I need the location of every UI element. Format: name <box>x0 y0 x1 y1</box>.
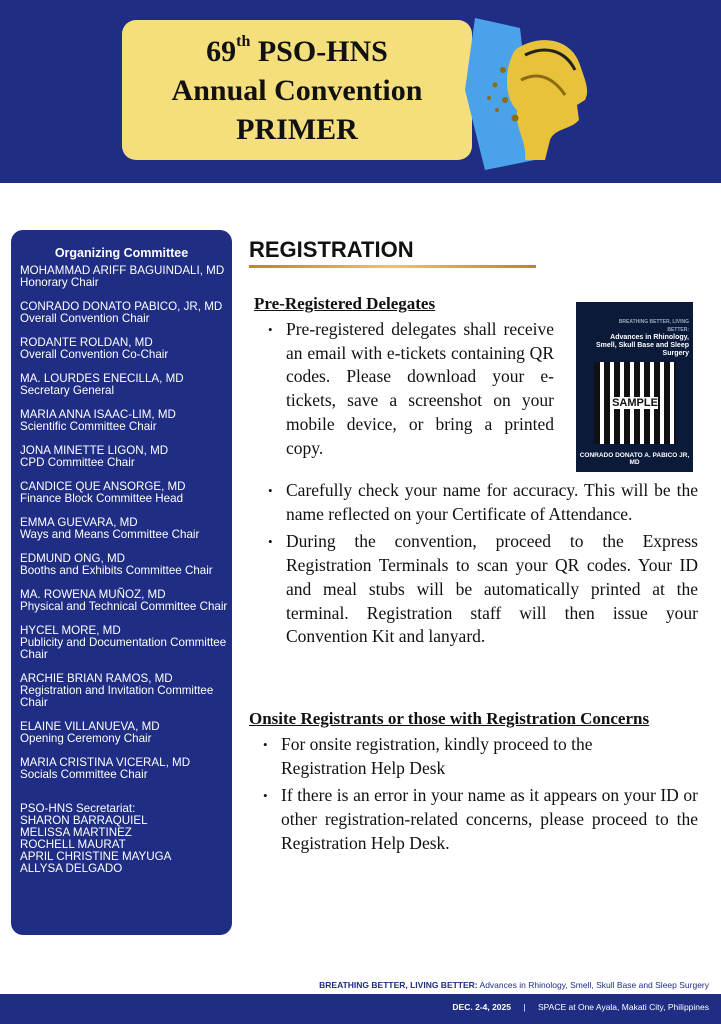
member-name: EDMUND ONG, MD <box>20 552 125 565</box>
separator: | <box>523 1002 526 1012</box>
list-item: • Pre-registered delegates shall receive an email with e-tickets containing QR codes. Please download your e-tickets, save a screenshot on your mobile device, or bring a printed copy. <box>268 318 554 460</box>
member-name: MA. ROWENA MUÑOZ, MD <box>20 588 166 601</box>
committee-member <box>20 673 232 709</box>
onsite-heading: Onsite Registrants or those with Registration Concerns <box>249 709 650 728</box>
member-name: ELAINE VILLANUEVA, MD <box>20 720 160 733</box>
member-role: Registration and Invitation Committee Chair <box>20 684 214 709</box>
committee-member <box>20 589 232 613</box>
committee-member <box>20 721 232 745</box>
tagline-bold: BREATHING BETTER, LIVING BETTER: <box>319 980 478 990</box>
committee-member <box>20 625 232 661</box>
title-box <box>122 20 472 160</box>
member-name: CONRADO DONATO PABICO, JR, MD <box>20 300 223 313</box>
qr-code-icon <box>594 362 676 444</box>
member-role: Overall Convention Chair <box>20 312 150 325</box>
member-role: Publicity and Documentation Committee Chair <box>20 636 227 661</box>
pre-list-2 <box>268 479 698 653</box>
member-name: CANDICE QUE ANSORGE, MD <box>20 480 186 493</box>
secretariat-member: APRIL CHRISTINE MAYUGA <box>20 850 172 863</box>
member-role: Overall Convention Co-Chair <box>20 348 169 361</box>
pre-list-1 <box>268 318 554 464</box>
member-name: EMMA GUEVARA, MD <box>20 516 138 529</box>
sample-stamp: SAMPLE <box>612 397 658 409</box>
member-name: ARCHIE BRIAN RAMOS, MD <box>20 672 173 685</box>
committee-member <box>20 481 232 505</box>
organizing-committee-sidebar <box>11 230 232 935</box>
member-name: HYCEL MORE, MD <box>20 624 121 637</box>
sample-e-ticket <box>576 302 693 472</box>
member-role: Secretary General <box>20 384 115 397</box>
header-banner <box>0 0 721 183</box>
title-line3: PRIMER <box>236 113 358 146</box>
footer-bar <box>0 994 721 1024</box>
committee-member <box>20 373 232 397</box>
member-name: MOHAMMAD ARIFF BAGUINDALI, MD <box>20 264 225 277</box>
committee-member <box>20 445 232 469</box>
page-heading: REGISTRATION <box>249 237 414 262</box>
member-role: Opening Ceremony Chair <box>20 732 152 745</box>
tagline-rest: Advances in Rhinology, Smell, Skull Base and Sleep Surgery <box>477 980 709 990</box>
pre-registered-heading: Pre-Registered Delegates <box>254 294 436 313</box>
list-item: • During the convention, proceed to the Express Registration Terminals to scan your QR codes. Your ID and meal stubs will be automatically printed at the terminal. Registration staff will then issue your Convention Kit and lanyard. <box>268 530 698 649</box>
committee-member <box>20 409 232 433</box>
member-name: RODANTE ROLDAN, MD <box>20 336 153 349</box>
member-role: Scientific Committee Chair <box>20 420 157 433</box>
convention-logo-icon <box>455 10 605 170</box>
member-role: Finance Block Committee Head <box>20 492 184 505</box>
footer-tagline <box>319 980 709 990</box>
committee-member <box>20 757 232 781</box>
secretariat-member: MELISSA MARTINEZ <box>20 826 132 839</box>
sidebar-title: Organizing Committee <box>54 246 189 260</box>
member-role: Honorary Chair <box>20 276 99 289</box>
member-name: MA. LOURDES ENECILLA, MD <box>20 372 184 385</box>
ticket-name: CONRADO DONATO A. PABICO JR, MD <box>579 452 690 466</box>
secretariat-member: SHARON BARRAQUIEL <box>20 814 148 827</box>
title-org: PSO-HNS <box>250 35 388 68</box>
title-line2: Annual Convention <box>171 74 423 107</box>
member-name: MARIA ANNA ISAAC-LIM, MD <box>20 408 176 421</box>
member-role: Ways and Means Committee Chair <box>20 528 200 541</box>
committee-member <box>20 337 232 361</box>
member-role: Socials Committee Chair <box>20 768 148 781</box>
secretariat-member: ROCHELL MAURAT <box>20 838 126 851</box>
member-name: JONA MINETTE LIGON, MD <box>20 444 169 457</box>
member-role: Booths and Exhibits Committee Chair <box>20 564 213 577</box>
list-item: • For onsite registration, kindly proceed to the Registration Help Desk <box>263 733 698 780</box>
committee-member <box>20 553 232 577</box>
heading-rule <box>249 265 536 268</box>
member-role: CPD Committee Chair <box>20 456 135 469</box>
onsite-list <box>263 733 698 860</box>
committee-member <box>20 517 232 541</box>
secretariat-member: ALLYSA DELGADO <box>20 862 123 875</box>
committee-member <box>20 301 232 325</box>
list-item: • Carefully check your name for accuracy. This will be the name reflected on your Certificate of Attendance. <box>268 479 698 526</box>
event-venue: SPACE at One Ayala, Makati City, Philippines <box>537 1002 709 1012</box>
ticket-tag: BREATHING BETTER, LIVING BETTER: <box>618 319 689 333</box>
title-number: 69 <box>206 35 237 68</box>
list-item: • If there is an error in your name as it appears on your ID or other registration-related concerns, please proceed to the Registration Help Desk. <box>263 784 698 855</box>
title-sup: th <box>236 33 251 50</box>
member-role: Physical and Technical Committee Chair <box>20 600 228 613</box>
event-date: DEC. 2-4, 2025 <box>452 1002 511 1012</box>
committee-member <box>20 265 232 289</box>
member-name: MARIA CRISTINA VICERAL, MD <box>20 756 191 769</box>
secretariat-title: PSO-HNS Secretariat: <box>20 802 136 815</box>
ticket-title: Advances in Rhinology, Smell, Skull Base and Sleep Surgery <box>596 334 689 357</box>
secretariat <box>20 803 232 875</box>
